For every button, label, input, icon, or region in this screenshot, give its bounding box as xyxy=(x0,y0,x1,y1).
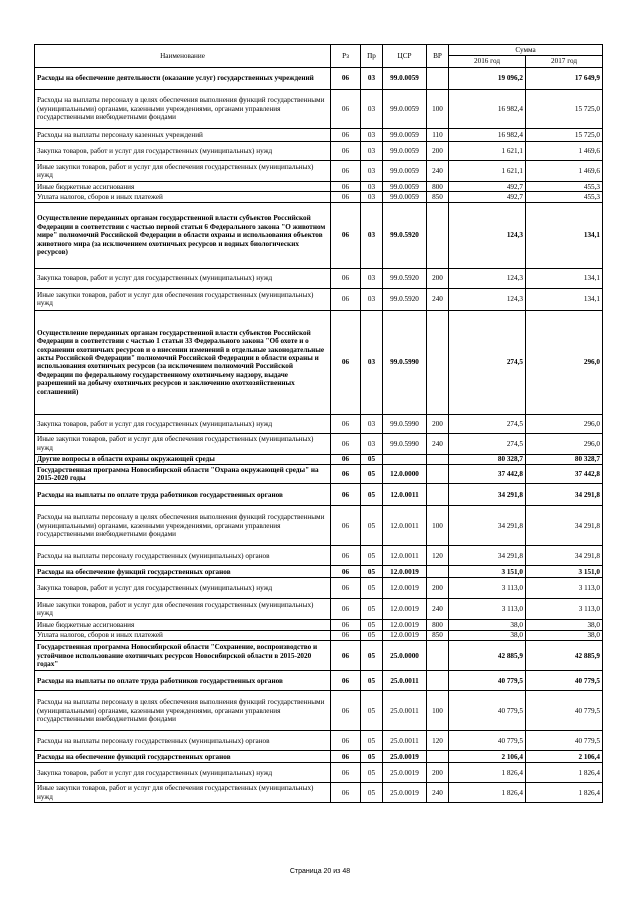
row-2016-cell: 274,5 xyxy=(449,433,526,454)
row-2016-cell: 38,0 xyxy=(449,630,526,640)
row-csr-cell: 99.0.5990 xyxy=(383,433,427,454)
row-rz-cell: 06 xyxy=(331,578,361,599)
row-pr-cell: 05 xyxy=(361,465,383,484)
row-2017-cell: 34 291,8 xyxy=(526,484,603,506)
row-name-cell: Государственная программа Новосибирской области "Охрана окружающей среды" на 2015-2020 годы xyxy=(35,465,331,484)
row-2017-cell: 38,0 xyxy=(526,630,603,640)
row-rz-cell: 06 xyxy=(331,268,361,288)
row-rz-cell: 06 xyxy=(331,288,361,310)
table-row xyxy=(35,414,603,433)
row-pr-cell: 05 xyxy=(361,566,383,578)
row-pr-cell: 05 xyxy=(361,731,383,751)
row-pr-cell: 03 xyxy=(361,68,383,90)
row-name-cell: Государственная программа Новосибирской области "Сохранение, воспроизводство и устойчивое использование охотничьих ресурсов Новосибирской области в 2015-2020 годах" xyxy=(35,641,331,671)
table-row xyxy=(35,142,603,161)
row-pr-cell: 05 xyxy=(361,671,383,691)
row-pr-cell: 05 xyxy=(361,546,383,566)
row-vr-cell: 100 xyxy=(427,691,449,731)
row-name-cell: Закупка товаров, работ и услуг для государственных (муниципальных) нужд xyxy=(35,142,331,161)
row-pr-cell: 03 xyxy=(361,192,383,202)
row-name-cell: Уплата налогов, сборов и иных платежей xyxy=(35,630,331,640)
row-vr-cell xyxy=(427,671,449,691)
row-vr-cell: 240 xyxy=(427,599,449,620)
table-row xyxy=(35,566,603,578)
row-rz-cell: 06 xyxy=(331,783,361,803)
row-2016-cell: 3 151,0 xyxy=(449,566,526,578)
row-2016-cell: 40 779,5 xyxy=(449,671,526,691)
table-row xyxy=(35,691,603,731)
row-rz-cell: 06 xyxy=(331,691,361,731)
table-row xyxy=(35,599,603,620)
header-year-2016: 2016 год xyxy=(449,56,526,68)
row-pr-cell: 05 xyxy=(361,630,383,640)
row-rz-cell: 06 xyxy=(331,484,361,506)
row-2017-cell: 1 826,4 xyxy=(526,783,603,803)
table-row xyxy=(35,506,603,546)
row-rz-cell: 06 xyxy=(331,68,361,90)
row-2017-cell: 34 291,8 xyxy=(526,546,603,566)
row-csr-cell xyxy=(383,454,427,464)
row-pr-cell: 05 xyxy=(361,620,383,630)
table-row xyxy=(35,433,603,454)
row-rz-cell: 06 xyxy=(331,546,361,566)
row-2017-cell: 296,0 xyxy=(526,433,603,454)
row-csr-cell: 99.0.5990 xyxy=(383,310,427,414)
row-csr-cell: 99.0.0059 xyxy=(383,129,427,142)
row-name-cell: Осуществление переданных органам государственной власти субъектов Российской Федерации в соответствии с частью первой статьи 6 Федерального закона "О животном мире" полномочий Российской Федерации в области охраны и использования объектов животного мира (за исключением охотничьих ресурсов и водных биологических ресурсов) xyxy=(35,202,331,268)
row-rz-cell: 06 xyxy=(331,192,361,202)
row-rz-cell: 06 xyxy=(331,414,361,433)
row-rz-cell: 06 xyxy=(331,630,361,640)
table-row xyxy=(35,484,603,506)
row-csr-cell: 25.0.0011 xyxy=(383,731,427,751)
row-pr-cell: 05 xyxy=(361,599,383,620)
row-name-cell: Иные бюджетные ассигнования xyxy=(35,182,331,192)
row-csr-cell: 12.0.0019 xyxy=(383,578,427,599)
row-vr-cell xyxy=(427,484,449,506)
row-vr-cell: 240 xyxy=(427,288,449,310)
row-csr-cell: 12.0.0019 xyxy=(383,620,427,630)
row-2016-cell: 274,5 xyxy=(449,414,526,433)
row-vr-cell xyxy=(427,202,449,268)
row-rz-cell: 06 xyxy=(331,202,361,268)
row-2017-cell: 15 725,0 xyxy=(526,90,603,129)
page-number: Страница 20 из 48 xyxy=(289,868,351,875)
table-row xyxy=(35,578,603,599)
row-name-cell: Закупка товаров, работ и услуг для государственных (муниципальных) нужд xyxy=(35,578,331,599)
row-name-cell: Уплата налогов, сборов и иных платежей xyxy=(35,192,331,202)
row-2017-cell: 40 779,5 xyxy=(526,691,603,731)
header-year-2017: 2017 год xyxy=(526,56,603,68)
row-name-cell: Расходы на обеспечение функций государственных органов xyxy=(35,751,331,763)
row-vr-cell: 200 xyxy=(427,142,449,161)
table-row xyxy=(35,731,603,751)
row-vr-cell: 110 xyxy=(427,129,449,142)
row-vr-cell: 100 xyxy=(427,506,449,546)
row-vr-cell: 850 xyxy=(427,630,449,640)
header-pr: Пр xyxy=(361,45,383,68)
row-pr-cell: 05 xyxy=(361,578,383,599)
row-rz-cell: 06 xyxy=(331,641,361,671)
row-csr-cell: 25.0.0011 xyxy=(383,691,427,731)
row-rz-cell: 06 xyxy=(331,731,361,751)
row-2016-cell: 1 826,4 xyxy=(449,783,526,803)
table-row xyxy=(35,129,603,142)
row-csr-cell: 25.0.0019 xyxy=(383,783,427,803)
row-pr-cell: 03 xyxy=(361,161,383,182)
table-row xyxy=(35,192,603,202)
row-2017-cell: 80 328,7 xyxy=(526,454,603,464)
table-row xyxy=(35,751,603,763)
row-2016-cell: 124,3 xyxy=(449,202,526,268)
row-2016-cell: 34 291,8 xyxy=(449,506,526,546)
row-pr-cell: 05 xyxy=(361,506,383,546)
row-pr-cell: 05 xyxy=(361,783,383,803)
row-2017-cell: 1 826,4 xyxy=(526,763,603,783)
row-rz-cell: 06 xyxy=(331,751,361,763)
table-row xyxy=(35,268,603,288)
header-name: Наименование xyxy=(35,45,331,68)
row-csr-cell: 12.0.0019 xyxy=(383,599,427,620)
row-name-cell: Расходы на выплаты персоналу в целях обеспечения выполнения функций государственными (муниципальными) органами, казенными учреждениями, органами управления государственными внебюджетными фондами xyxy=(35,90,331,129)
row-csr-cell: 99.0.0059 xyxy=(383,161,427,182)
row-name-cell: Другие вопросы в области охраны окружающей среды xyxy=(35,454,331,464)
table-row xyxy=(35,310,603,414)
row-pr-cell: 05 xyxy=(361,484,383,506)
row-2016-cell: 3 113,0 xyxy=(449,599,526,620)
row-vr-cell xyxy=(427,566,449,578)
row-2017-cell: 134,1 xyxy=(526,268,603,288)
row-csr-cell: 12.0.0019 xyxy=(383,566,427,578)
row-name-cell: Иные закупки товаров, работ и услуг для обеспечения государственных (муниципальных) нужд xyxy=(35,599,331,620)
table-row xyxy=(35,68,603,90)
row-2016-cell: 124,3 xyxy=(449,268,526,288)
row-name-cell: Расходы на выплаты персоналу в целях обеспечения выполнения функций государственными (муниципальными) органами, казенными учреждениями, органами управления государственными внебюджетными фондами xyxy=(35,506,331,546)
row-name-cell: Иные закупки товаров, работ и услуг для обеспечения государственных (муниципальных) нужд xyxy=(35,161,331,182)
row-2017-cell: 455,3 xyxy=(526,182,603,192)
row-name-cell: Закупка товаров, работ и услуг для государственных (муниципальных) нужд xyxy=(35,268,331,288)
row-name-cell: Расходы на обеспечение деятельности (оказание услуг) государственных учреждений xyxy=(35,68,331,90)
row-rz-cell: 06 xyxy=(331,182,361,192)
row-2016-cell: 34 291,8 xyxy=(449,546,526,566)
row-pr-cell: 03 xyxy=(361,202,383,268)
row-rz-cell: 06 xyxy=(331,465,361,484)
row-2017-cell: 134,1 xyxy=(526,202,603,268)
row-rz-cell: 06 xyxy=(331,566,361,578)
row-name-cell: Расходы на выплаты персоналу государственных (муниципальных) органов xyxy=(35,546,331,566)
row-2016-cell: 124,3 xyxy=(449,288,526,310)
row-vr-cell xyxy=(427,751,449,763)
row-name-cell: Иные закупки товаров, работ и услуг для обеспечения государственных (муниципальных) нужд xyxy=(35,783,331,803)
row-2016-cell: 492,7 xyxy=(449,192,526,202)
row-csr-cell: 12.0.0000 xyxy=(383,465,427,484)
row-2016-cell: 16 982,4 xyxy=(449,129,526,142)
row-vr-cell: 240 xyxy=(427,161,449,182)
table-row xyxy=(35,641,603,671)
row-csr-cell: 99.0.0059 xyxy=(383,192,427,202)
row-vr-cell: 200 xyxy=(427,414,449,433)
table-body xyxy=(35,68,603,803)
table-row xyxy=(35,671,603,691)
table-row xyxy=(35,783,603,803)
row-pr-cell: 03 xyxy=(361,310,383,414)
row-2016-cell: 19 096,2 xyxy=(449,68,526,90)
row-rz-cell: 06 xyxy=(331,620,361,630)
row-rz-cell: 06 xyxy=(331,454,361,464)
row-vr-cell: 800 xyxy=(427,620,449,630)
row-2016-cell: 38,0 xyxy=(449,620,526,630)
table-row xyxy=(35,161,603,182)
row-2017-cell: 3 113,0 xyxy=(526,599,603,620)
row-2017-cell: 1 469,6 xyxy=(526,142,603,161)
row-name-cell: Расходы на выплаты по оплате труда работников государственных органов xyxy=(35,484,331,506)
row-2016-cell: 16 982,4 xyxy=(449,90,526,129)
table-row xyxy=(35,630,603,640)
table-row xyxy=(35,182,603,192)
row-2017-cell: 134,1 xyxy=(526,288,603,310)
row-pr-cell: 03 xyxy=(361,129,383,142)
row-2016-cell: 1 826,4 xyxy=(449,763,526,783)
row-name-cell: Расходы на выплаты персоналу казенных учреждений xyxy=(35,129,331,142)
row-csr-cell: 99.0.5920 xyxy=(383,288,427,310)
row-2016-cell: 37 442,8 xyxy=(449,465,526,484)
row-name-cell: Расходы на выплаты персоналу в целях обеспечения выполнения функций государственными (муниципальными) органами, казенными учреждениями, органами управления государственными внебюджетными фондами xyxy=(35,691,331,731)
row-2016-cell: 1 621,1 xyxy=(449,142,526,161)
row-2017-cell: 3 113,0 xyxy=(526,578,603,599)
row-vr-cell: 100 xyxy=(427,90,449,129)
row-name-cell: Расходы на выплаты по оплате труда работников государственных органов xyxy=(35,671,331,691)
row-pr-cell: 05 xyxy=(361,751,383,763)
row-2016-cell: 80 328,7 xyxy=(449,454,526,464)
row-csr-cell: 25.0.0000 xyxy=(383,641,427,671)
row-2016-cell: 2 106,4 xyxy=(449,751,526,763)
row-2016-cell: 3 113,0 xyxy=(449,578,526,599)
row-pr-cell: 03 xyxy=(361,414,383,433)
row-vr-cell: 200 xyxy=(427,268,449,288)
table-row xyxy=(35,454,603,464)
row-2016-cell: 492,7 xyxy=(449,182,526,192)
row-vr-cell xyxy=(427,465,449,484)
row-vr-cell: 120 xyxy=(427,731,449,751)
row-vr-cell xyxy=(427,454,449,464)
row-vr-cell xyxy=(427,641,449,671)
row-rz-cell: 06 xyxy=(331,599,361,620)
row-csr-cell: 99.0.0059 xyxy=(383,90,427,129)
row-rz-cell: 06 xyxy=(331,763,361,783)
row-rz-cell: 06 xyxy=(331,161,361,182)
row-vr-cell: 200 xyxy=(427,763,449,783)
row-2017-cell: 2 106,4 xyxy=(526,751,603,763)
row-rz-cell: 06 xyxy=(331,310,361,414)
row-csr-cell: 25.0.0019 xyxy=(383,763,427,783)
row-name-cell: Иные бюджетные ассигнования xyxy=(35,620,331,630)
row-vr-cell xyxy=(427,68,449,90)
row-pr-cell: 03 xyxy=(361,288,383,310)
row-rz-cell: 06 xyxy=(331,671,361,691)
row-pr-cell: 05 xyxy=(361,641,383,671)
row-rz-cell: 06 xyxy=(331,433,361,454)
row-2017-cell: 34 291,8 xyxy=(526,506,603,546)
row-vr-cell: 240 xyxy=(427,433,449,454)
row-csr-cell: 99.0.5920 xyxy=(383,202,427,268)
table-row xyxy=(35,90,603,129)
row-2016-cell: 34 291,8 xyxy=(449,484,526,506)
row-2017-cell: 17 649,9 xyxy=(526,68,603,90)
budget-table xyxy=(34,44,603,803)
row-csr-cell: 12.0.0011 xyxy=(383,506,427,546)
row-pr-cell: 03 xyxy=(361,268,383,288)
row-2017-cell: 40 779,5 xyxy=(526,671,603,691)
row-2016-cell: 40 779,5 xyxy=(449,691,526,731)
row-vr-cell: 120 xyxy=(427,546,449,566)
row-vr-cell xyxy=(427,310,449,414)
row-name-cell: Иные закупки товаров, работ и услуг для обеспечения государственных (муниципальных) нужд xyxy=(35,288,331,310)
table-row xyxy=(35,465,603,484)
header-csr: ЦСР xyxy=(383,45,427,68)
row-2017-cell: 455,3 xyxy=(526,192,603,202)
row-pr-cell: 03 xyxy=(361,182,383,192)
row-2017-cell: 296,0 xyxy=(526,310,603,414)
row-csr-cell: 25.0.0019 xyxy=(383,751,427,763)
header-vr: ВР xyxy=(427,45,449,68)
table-row xyxy=(35,546,603,566)
row-vr-cell: 800 xyxy=(427,182,449,192)
row-pr-cell: 05 xyxy=(361,763,383,783)
row-rz-cell: 06 xyxy=(331,129,361,142)
row-name-cell: Расходы на выплаты персоналу государственных (муниципальных) органов xyxy=(35,731,331,751)
row-name-cell: Расходы на обеспечение функций государственных органов xyxy=(35,566,331,578)
row-vr-cell: 240 xyxy=(427,783,449,803)
row-csr-cell: 99.0.5920 xyxy=(383,268,427,288)
row-2016-cell: 40 779,5 xyxy=(449,731,526,751)
row-pr-cell: 05 xyxy=(361,454,383,464)
row-name-cell: Закупка товаров, работ и услуг для государственных (муниципальных) нужд xyxy=(35,763,331,783)
row-csr-cell: 12.0.0011 xyxy=(383,546,427,566)
row-csr-cell: 12.0.0019 xyxy=(383,630,427,640)
table-row xyxy=(35,288,603,310)
row-2016-cell: 1 621,1 xyxy=(449,161,526,182)
row-2017-cell: 296,0 xyxy=(526,414,603,433)
row-rz-cell: 06 xyxy=(331,142,361,161)
row-2017-cell: 40 779,5 xyxy=(526,731,603,751)
header-rz: Рз xyxy=(331,45,361,68)
row-2016-cell: 274,5 xyxy=(449,310,526,414)
row-2017-cell: 3 151,0 xyxy=(526,566,603,578)
row-csr-cell: 99.0.0059 xyxy=(383,68,427,90)
row-pr-cell: 03 xyxy=(361,433,383,454)
row-pr-cell: 03 xyxy=(361,142,383,161)
table-row xyxy=(35,620,603,630)
row-csr-cell: 99.0.0059 xyxy=(383,182,427,192)
table-row xyxy=(35,202,603,268)
row-pr-cell: 05 xyxy=(361,691,383,731)
row-name-cell: Иные закупки товаров, работ и услуг для обеспечения государственных (муниципальных) нужд xyxy=(35,433,331,454)
row-csr-cell: 25.0.0011 xyxy=(383,671,427,691)
table-row xyxy=(35,763,603,783)
row-csr-cell: 99.0.0059 xyxy=(383,142,427,161)
row-name-cell: Закупка товаров, работ и услуг для государственных (муниципальных) нужд xyxy=(35,414,331,433)
row-csr-cell: 12.0.0011 xyxy=(383,484,427,506)
row-name-cell: Осуществление переданных органам государственной власти субъектов Российской Федерации в соответствии с частью 1 статьи 33 Федерального закона "Об охоте и о сохранении охотничьих ресурсов и о внесении изменений в отдельные законодательные акты Российской Федерации" полномочий Российской Федерации в области охраны и использования охотничьих ресурсов (за исключением полномочий Российской Федерации по федеральному государственному охотничьему надзору, выдаче разрешений на добычу охотничьих ресурсов и заключению охотхозяйственных соглашений) xyxy=(35,310,331,414)
row-2017-cell: 42 885,9 xyxy=(526,641,603,671)
row-2017-cell: 37 442,8 xyxy=(526,465,603,484)
row-2016-cell: 42 885,9 xyxy=(449,641,526,671)
row-vr-cell: 850 xyxy=(427,192,449,202)
row-pr-cell: 03 xyxy=(361,90,383,129)
row-rz-cell: 06 xyxy=(331,506,361,546)
row-rz-cell: 06 xyxy=(331,90,361,129)
row-2017-cell: 15 725,0 xyxy=(526,129,603,142)
row-vr-cell: 200 xyxy=(427,578,449,599)
row-2017-cell: 1 469,6 xyxy=(526,161,603,182)
row-csr-cell: 99.0.5990 xyxy=(383,414,427,433)
row-2017-cell: 38,0 xyxy=(526,620,603,630)
header-sum: Сумма xyxy=(449,45,603,56)
